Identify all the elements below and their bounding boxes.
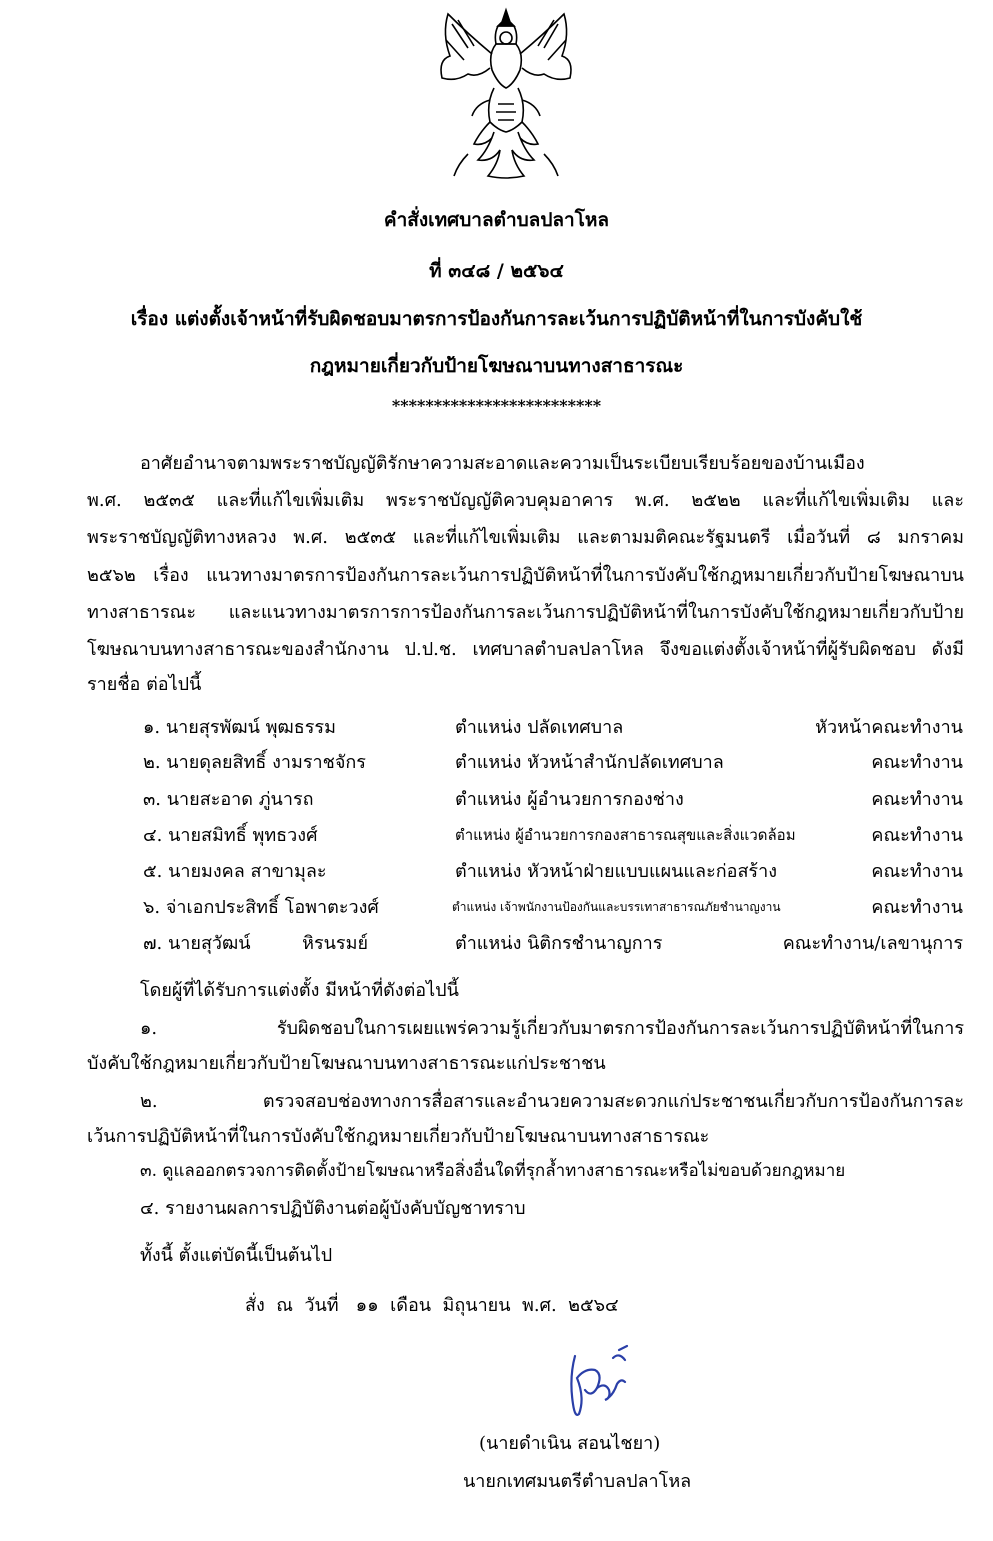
paragraph-line: โฆษณาบนทางสาธารณะของสำนักงาน ป.ป.ช. เทศบาลตำบลปลาโหล จึงขอแต่งตั้งเจ้าหน้าที่ผู้รับผิดชอบ ดังมี (87, 639, 964, 660)
duty-item: ๓. ดูแลออกตรวจการติดตั้งป้ายโฆษณาหรือสิ่งอื่นใดที่รุกล้ำทางสาธารณะหรือไม่ขอบด้วยกฎหมาย (140, 1161, 846, 1181)
member-name: ๖. จ่าเอกประสิทธิ์ โอพาตะวงศ์ (143, 897, 379, 918)
member-position: ตำแหน่ง หัวหน้าสำนักปลัดเทศบาล (455, 752, 724, 773)
member-position: ตำแหน่ง หัวหน้าฝ่ายแบบแผนและก่อสร้าง (455, 861, 777, 882)
member-position: ตำแหน่ง นิติกรชำนาญการ (455, 933, 663, 954)
member-role: คณะทำงาน (871, 897, 963, 918)
signer-title: นายกเทศมนตรีตำบลปลาโหล (463, 1471, 692, 1492)
member-row (0, 820, 993, 848)
paragraph-line: พ.ศ. ๒๕๓๕ และที่แก้ไขเพิ่มเติม พระราชบัญญัติควบคุมอาคาร พ.ศ. ๒๕๒๒ และที่แก้ไขเพิ่มเติม และ (87, 490, 964, 511)
duty-item: ๒. ตรวจสอบช่องทางการสื่อสารและอำนวยความสะดวกแก่ประชาชนเกี่ยวกับการป้องกันการละ (140, 1091, 964, 1112)
member-name: ๒. นายดุลยสิทธิ์ งามราชจักร (143, 752, 366, 773)
member-role: หัวหน้าคณะทำงาน (815, 717, 963, 738)
member-row (0, 928, 993, 956)
member-position: ตำแหน่ง ผู้อำนวยการกองช่าง (455, 789, 684, 810)
member-name: ๕. นายมงคล สาขามุละ (143, 861, 327, 882)
order-number: ที่ ๓๔๘ / ๒๕๖๔ (429, 260, 564, 282)
member-role: คณะทำงาน (871, 825, 963, 846)
paragraph-line: อาศัยอำนาจตามพระราชบัญญัติรักษาความสะอาดและความเป็นระเบียบเรียบร้อยของบ้านเมือง (140, 453, 865, 474)
member-row (0, 856, 993, 884)
duty-item: ๔. รายงานผลการปฏิบัติงานต่อผู้บังคับบัญชาทราบ (140, 1198, 526, 1219)
subject-line-2: กฎหมายเกี่ยวกับป้ายโฆษณาบนทางสาธารณะ (309, 355, 684, 377)
member-position: ตำแหน่ง ผู้อำนวยการกองสาธารณสุขและสิ่งแวดล้อม (455, 826, 796, 844)
member-role: คณะทำงาน (871, 752, 963, 773)
member-position: ตำแหน่ง เจ้าพนักงานป้องกันและบรรเทาสาธารณภัยชำนาญงาน (452, 900, 781, 914)
subject-line-1: เรื่อง แต่งตั้งเจ้าหน้าที่รับผิดชอบมาตรการป้องกันการละเว้นการปฏิบัติหน้าที่ในการบังคับใช้ (130, 308, 863, 330)
paragraph-line: พระราชบัญญัติทางหลวง พ.ศ. ๒๕๓๕ และที่แก้ไขเพิ่มเติม และตามมติคณะรัฐมนตรี เมื่อวันที่ ๘ มกราคม (87, 527, 964, 548)
effective-statement: ทั้งนี้ ตั้งแต่บัดนี้เป็นต้นไป (140, 1245, 333, 1266)
member-row (0, 712, 993, 740)
order-title: คำสั่งเทศบาลตำบลปลาโหล (383, 209, 610, 231)
member-role: คณะทำงาน/เลขานุการ (782, 933, 963, 954)
signature (555, 1338, 645, 1428)
order-date: สั่ง ณ วันที่ ๑๑ เดือน มิถุนายน พ.ศ. ๒๕๖๔ (245, 1295, 619, 1316)
signer-name: (นายดำเนิน สอนไชยา) (479, 1433, 661, 1454)
paragraph-line: รายชื่อ ต่อไปนี้ (87, 674, 202, 695)
member-name: ๗. นายสุวัฒน์ หิรนรมย์ (143, 933, 369, 954)
member-row (0, 747, 993, 775)
member-name: ๑. นายสุรพัฒน์ พุฒธรรม (143, 717, 336, 738)
paragraph-line: ทางสาธารณะ และแนวทางมาตรการการป้องกันการละเว้นการปฏิบัติหน้าที่ในการบังคับใช้กฎหมายเกี่ยวกับป้าย (87, 602, 964, 623)
member-name: ๔. นายสมิทธิ์ พุทธวงศ์ (143, 825, 318, 846)
member-role: คณะทำงาน (871, 789, 963, 810)
duties-intro: โดยผู้ที่ได้รับการแต่งตั้ง มีหน้าที่ดังต่อไปนี้ (140, 980, 459, 1001)
member-name: ๓. นายสะอาด ภู่นารถ (143, 789, 314, 810)
member-row (0, 784, 993, 812)
duty-item: เว้นการปฏิบัติหน้าที่ในการบังคับใช้กฎหมายเกี่ยวกับป้ายโฆษณาบนทางสาธารณะ (87, 1126, 710, 1147)
paragraph-line: ๒๕๖๒ เรื่อง แนวทางมาตรการป้องกันการละเว้นการปฏิบัติหน้าที่ในการบังคับใช้กฎหมายเกี่ยวกับป้ายโฆษณาบน (87, 565, 964, 586)
member-row (0, 892, 993, 920)
duty-item: ๑. รับผิดชอบในการเผยแพร่ความรู้เกี่ยวกับมาตรการป้องกันการละเว้นการปฏิบัติหน้าที่ในการ (140, 1018, 964, 1039)
garuda-emblem-icon (428, 4, 584, 184)
duty-item: บังคับใช้กฎหมายเกี่ยวกับป้ายโฆษณาบนทางสาธารณะแก่ประชาชน (87, 1053, 606, 1074)
member-position: ตำแหน่ง ปลัดเทศบาล (455, 717, 624, 738)
member-role: คณะทำงาน (871, 861, 963, 882)
separator: ************************* (391, 396, 602, 415)
